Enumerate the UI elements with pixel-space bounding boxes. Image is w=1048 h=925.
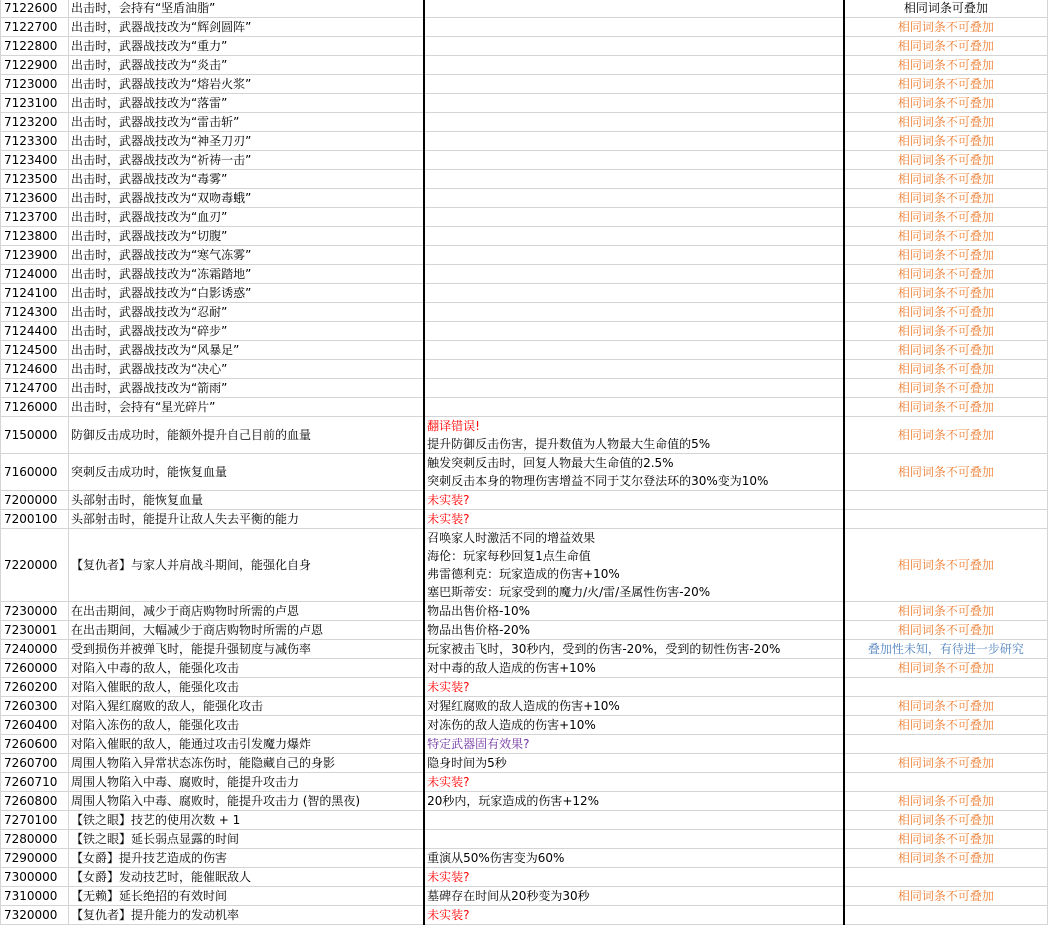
cell-id[interactable]: 7123000 bbox=[1, 75, 69, 94]
cell-description[interactable]: 【复仇者】提升能力的发动机率 bbox=[68, 906, 424, 925]
cell-stackability[interactable]: 相同词条不可叠加 bbox=[844, 754, 1048, 773]
cell-description[interactable]: 出击时，武器战技改为“风暴足” bbox=[68, 341, 424, 360]
cell-description[interactable]: 周围人物陷入中毒、腐败时，能提升攻击力 (智的黑夜) bbox=[68, 792, 424, 811]
note-line: 未实装? bbox=[427, 512, 470, 526]
cell-id[interactable]: 7290000 bbox=[1, 849, 69, 868]
note-line: 未实装? bbox=[427, 908, 470, 922]
cell-description[interactable]: 出击时，武器战技改为“碎步” bbox=[68, 322, 424, 341]
cell-description[interactable]: 对陷入催眠的敌人，能强化攻击 bbox=[68, 678, 424, 697]
cell-description[interactable]: 出击时，武器战技改为“箭雨” bbox=[68, 379, 424, 398]
cell-stackability[interactable]: 相同词条不可叠加 bbox=[844, 697, 1048, 716]
cell-description[interactable]: 出击时，武器战技改为“冻霜踏地” bbox=[68, 265, 424, 284]
cell-description[interactable]: 周围人物陷入异常状态冻伤时，能隐藏自己的身影 bbox=[68, 754, 424, 773]
note-line: 对中毒的敌人造成的伤害+10% bbox=[427, 661, 596, 675]
table-row bbox=[1, 697, 1048, 716]
cell-stackability[interactable]: 相同词条不可叠加 bbox=[844, 529, 1048, 602]
note-line: 突刺反击本身的物理伤害增益不同于艾尔登法环的30%变为10% bbox=[427, 474, 769, 488]
cell-description[interactable]: 出击时，武器战技改为“忍耐” bbox=[68, 303, 424, 322]
cell-stackability[interactable]: 相同词条不可叠加 bbox=[844, 417, 1048, 454]
table-row bbox=[1, 621, 1048, 640]
table-row bbox=[1, 602, 1048, 621]
cell-note[interactable] bbox=[424, 811, 844, 830]
cell-id[interactable]: 7123700 bbox=[1, 208, 69, 227]
cell-id[interactable]: 7300000 bbox=[1, 868, 69, 887]
cell-description[interactable]: 受到损伤并被弹飞时，能提升强韧度与减伤率 bbox=[68, 640, 424, 659]
table-row bbox=[1, 417, 1048, 454]
cell-note[interactable] bbox=[424, 246, 844, 265]
table-row bbox=[1, 132, 1048, 151]
cell-description[interactable]: 突刺反击成功时，能恢复血量 bbox=[68, 454, 424, 491]
cell-stackability[interactable]: 相同词条不可叠加 bbox=[844, 792, 1048, 811]
cell-description[interactable]: 对陷入中毒的敌人，能强化攻击 bbox=[68, 659, 424, 678]
table-row bbox=[1, 868, 1048, 887]
cell-id[interactable]: 7150000 bbox=[1, 417, 69, 454]
cell-stackability[interactable]: 相同词条不可叠加 bbox=[844, 151, 1048, 170]
cell-note[interactable] bbox=[424, 602, 844, 621]
note-line: 弗雷德利克：玩家造成的伤害+10% bbox=[427, 567, 620, 581]
cell-note[interactable] bbox=[424, 208, 844, 227]
cell-description[interactable]: 出击时，武器战技改为“重力” bbox=[68, 37, 424, 56]
cell-stackability[interactable]: 相同词条不可叠加 bbox=[844, 811, 1048, 830]
cell-id[interactable]: 7124400 bbox=[1, 322, 69, 341]
cell-stackability[interactable] bbox=[844, 735, 1048, 754]
cell-description[interactable]: 对陷入催眠的敌人，能通过攻击引发魔力爆炸 bbox=[68, 735, 424, 754]
cell-id[interactable]: 7260200 bbox=[1, 678, 69, 697]
cell-description[interactable]: 出击时，武器战技改为“神圣刀刃” bbox=[68, 132, 424, 151]
cell-description[interactable]: 出击时，会持有“坚盾油脂” bbox=[68, 0, 424, 18]
table-row bbox=[1, 113, 1048, 132]
cell-stackability[interactable]: 相同词条不可叠加 bbox=[844, 341, 1048, 360]
cell-id[interactable]: 7123300 bbox=[1, 132, 69, 151]
cell-id[interactable]: 7124000 bbox=[1, 265, 69, 284]
cell-id[interactable]: 7124700 bbox=[1, 379, 69, 398]
note-line: 重演从50%伤害变为60% bbox=[427, 851, 565, 865]
cell-stackability[interactable]: 相同词条不可叠加 bbox=[844, 246, 1048, 265]
cell-note[interactable] bbox=[424, 716, 844, 735]
cell-note[interactable] bbox=[424, 170, 844, 189]
cell-stackability[interactable] bbox=[844, 510, 1048, 529]
cell-id[interactable]: 7320000 bbox=[1, 906, 69, 925]
note-line: 未实装? bbox=[427, 680, 470, 694]
cell-stackability[interactable]: 相同词条不可叠加 bbox=[844, 37, 1048, 56]
cell-id[interactable]: 7123900 bbox=[1, 246, 69, 265]
note-line: 召唤家人时激活不同的增益效果 bbox=[427, 531, 596, 545]
cell-description[interactable]: 【女爵】发动技艺时，能催眠敌人 bbox=[68, 868, 424, 887]
cell-description[interactable]: 在出击期间，减少于商店购物时所需的卢恩 bbox=[68, 602, 424, 621]
cell-description[interactable]: 出击时，武器战技改为“毒雾” bbox=[68, 170, 424, 189]
table-row bbox=[1, 170, 1048, 189]
cell-note[interactable] bbox=[424, 322, 844, 341]
cell-id[interactable]: 7124100 bbox=[1, 284, 69, 303]
cell-note[interactable] bbox=[424, 640, 844, 659]
note-line: 对冻伤的敌人造成的伤害+10% bbox=[427, 718, 596, 732]
cell-note[interactable] bbox=[424, 75, 844, 94]
table-row bbox=[1, 322, 1048, 341]
cell-note[interactable] bbox=[424, 341, 844, 360]
cell-note[interactable] bbox=[424, 887, 844, 906]
cell-note[interactable] bbox=[424, 113, 844, 132]
cell-stackability[interactable]: 相同词条不可叠加 bbox=[844, 659, 1048, 678]
cell-stackability[interactable] bbox=[844, 678, 1048, 697]
note-line: 玩家被击飞时，30秒内，受到的伤害-20%，受到的韧性伤害-20% bbox=[427, 642, 781, 656]
cell-description[interactable]: 出击时，会持有“星光碎片” bbox=[68, 398, 424, 417]
cell-stackability[interactable] bbox=[844, 868, 1048, 887]
cell-description[interactable]: 【复仇者】与家人并肩战斗期间，能强化自身 bbox=[68, 529, 424, 602]
cell-description[interactable]: 出击时，武器战技改为“白影诱惑” bbox=[68, 284, 424, 303]
cell-stackability[interactable] bbox=[844, 906, 1048, 925]
cell-note[interactable] bbox=[424, 303, 844, 322]
table-row bbox=[1, 529, 1048, 602]
cell-stackability[interactable]: 相同词条不可叠加 bbox=[844, 94, 1048, 113]
cell-stackability[interactable]: 相同词条不可叠加 bbox=[844, 132, 1048, 151]
table-row bbox=[1, 151, 1048, 170]
cell-note[interactable] bbox=[424, 18, 844, 37]
table-row bbox=[1, 735, 1048, 754]
cell-note[interactable] bbox=[424, 678, 844, 697]
table-row bbox=[1, 360, 1048, 379]
table-row bbox=[1, 830, 1048, 849]
cell-id[interactable]: 7260710 bbox=[1, 773, 69, 792]
table-row bbox=[1, 887, 1048, 906]
cell-stackability[interactable]: 相同词条不可叠加 bbox=[844, 716, 1048, 735]
table-row bbox=[1, 491, 1048, 510]
cell-note[interactable] bbox=[424, 830, 844, 849]
cell-stackability[interactable]: 相同词条不可叠加 bbox=[844, 303, 1048, 322]
cell-note[interactable] bbox=[424, 491, 844, 510]
cell-stackability[interactable]: 相同词条不可叠加 bbox=[844, 75, 1048, 94]
cell-note[interactable] bbox=[424, 265, 844, 284]
table-row bbox=[1, 0, 1048, 18]
table-row bbox=[1, 398, 1048, 417]
table-row bbox=[1, 94, 1048, 113]
cell-id[interactable]: 7123800 bbox=[1, 227, 69, 246]
cell-stackability[interactable]: 相同词条不可叠加 bbox=[844, 284, 1048, 303]
cell-stackability[interactable]: 相同词条不可叠加 bbox=[844, 887, 1048, 906]
cell-stackability[interactable]: 相同词条不可叠加 bbox=[844, 830, 1048, 849]
cell-id[interactable]: 7280000 bbox=[1, 830, 69, 849]
cell-stackability[interactable] bbox=[844, 491, 1048, 510]
cell-note[interactable] bbox=[424, 621, 844, 640]
cell-note[interactable] bbox=[424, 360, 844, 379]
table-row bbox=[1, 510, 1048, 529]
cell-description[interactable]: 周围人物陷入中毒、腐败时，能提升攻击力 bbox=[68, 773, 424, 792]
note-line: 未实装? bbox=[427, 493, 470, 507]
cell-id[interactable]: 7240000 bbox=[1, 640, 69, 659]
cell-description[interactable]: 出击时，武器战技改为“切腹” bbox=[68, 227, 424, 246]
note-line: 对猩红腐败的敌人造成的伤害+10% bbox=[427, 699, 620, 713]
table-row bbox=[1, 265, 1048, 284]
table-row bbox=[1, 811, 1048, 830]
table-row bbox=[1, 678, 1048, 697]
cell-description[interactable]: 出击时，武器战技改为“双吻毒蛾” bbox=[68, 189, 424, 208]
cell-id[interactable]: 7160000 bbox=[1, 454, 69, 491]
table-row bbox=[1, 640, 1048, 659]
cell-note[interactable] bbox=[424, 454, 844, 491]
table-row bbox=[1, 849, 1048, 868]
cell-id[interactable]: 7122600 bbox=[1, 0, 69, 18]
cell-description[interactable]: 防御反击成功时，能额外提升自己目前的血量 bbox=[68, 417, 424, 454]
cell-description[interactable]: 【铁之眼】延长弱点显露的时间 bbox=[68, 830, 424, 849]
cell-id[interactable]: 7122900 bbox=[1, 56, 69, 75]
table-row bbox=[1, 227, 1048, 246]
cell-description[interactable]: 头部射击时，能提升让敌人失去平衡的能力 bbox=[68, 510, 424, 529]
cell-description[interactable]: 【女爵】提升技艺造成的伤害 bbox=[68, 849, 424, 868]
cell-note[interactable] bbox=[424, 37, 844, 56]
cell-id[interactable]: 7124500 bbox=[1, 341, 69, 360]
cell-note[interactable] bbox=[424, 417, 844, 454]
cell-note[interactable] bbox=[424, 56, 844, 75]
cell-id[interactable]: 7310000 bbox=[1, 887, 69, 906]
cell-note[interactable] bbox=[424, 284, 844, 303]
cell-id[interactable]: 7123500 bbox=[1, 170, 69, 189]
cell-id[interactable]: 7124600 bbox=[1, 360, 69, 379]
cell-id[interactable]: 7123100 bbox=[1, 94, 69, 113]
cell-note[interactable] bbox=[424, 773, 844, 792]
cell-description[interactable]: 出击时，武器战技改为“雷击斩” bbox=[68, 113, 424, 132]
cell-note[interactable] bbox=[424, 94, 844, 113]
cell-note[interactable] bbox=[424, 792, 844, 811]
table-row bbox=[1, 246, 1048, 265]
cell-id[interactable]: 7260400 bbox=[1, 716, 69, 735]
cell-id[interactable]: 7260700 bbox=[1, 754, 69, 773]
cell-description[interactable]: 出击时，武器战技改为“炎击” bbox=[68, 56, 424, 75]
cell-description[interactable]: 出击时，武器战技改为“血刃” bbox=[68, 208, 424, 227]
cell-description[interactable]: 出击时，武器战技改为“决心” bbox=[68, 360, 424, 379]
cell-stackability[interactable]: 相同词条不可叠加 bbox=[844, 189, 1048, 208]
cell-stackability[interactable]: 相同词条不可叠加 bbox=[844, 322, 1048, 341]
cell-stackability[interactable]: 相同词条不可叠加 bbox=[844, 849, 1048, 868]
table-row bbox=[1, 454, 1048, 491]
table-row bbox=[1, 792, 1048, 811]
cell-stackability[interactable]: 相同词条不可叠加 bbox=[844, 360, 1048, 379]
cell-stackability[interactable]: 相同词条不可叠加 bbox=[844, 379, 1048, 398]
cell-description[interactable]: 【铁之眼】技艺的使用次数 + 1 bbox=[68, 811, 424, 830]
cell-id[interactable]: 7230000 bbox=[1, 602, 69, 621]
note-line: 墓碑存在时间从20秒变为30秒 bbox=[427, 889, 590, 903]
cell-stackability[interactable]: 相同词条不可叠加 bbox=[844, 227, 1048, 246]
cell-note[interactable] bbox=[424, 849, 844, 868]
cell-id[interactable]: 7200100 bbox=[1, 510, 69, 529]
cell-id[interactable]: 7200000 bbox=[1, 491, 69, 510]
cell-stackability[interactable]: 相同词条不可叠加 bbox=[844, 621, 1048, 640]
cell-id[interactable]: 7123400 bbox=[1, 151, 69, 170]
cell-id[interactable]: 7230001 bbox=[1, 621, 69, 640]
cell-id[interactable]: 7126000 bbox=[1, 398, 69, 417]
cell-id[interactable]: 7123600 bbox=[1, 189, 69, 208]
cell-note[interactable] bbox=[424, 132, 844, 151]
cell-description[interactable]: 对陷入猩红腐败的敌人，能强化攻击 bbox=[68, 697, 424, 716]
cell-id[interactable]: 7123200 bbox=[1, 113, 69, 132]
table-row bbox=[1, 303, 1048, 322]
note-line: 20秒内，玩家造成的伤害+12% bbox=[427, 794, 600, 808]
table-row bbox=[1, 37, 1048, 56]
note-line: 物品出售价格-10% bbox=[427, 604, 531, 618]
cell-note[interactable] bbox=[424, 529, 844, 602]
note-line: 翻译错误! bbox=[427, 419, 480, 433]
cell-note[interactable] bbox=[424, 754, 844, 773]
cell-description[interactable]: 对陷入冻伤的敌人，能强化攻击 bbox=[68, 716, 424, 735]
cell-id[interactable]: 7260600 bbox=[1, 735, 69, 754]
cell-note[interactable] bbox=[424, 906, 844, 925]
cell-id[interactable]: 7260800 bbox=[1, 792, 69, 811]
cell-note[interactable] bbox=[424, 697, 844, 716]
table-body bbox=[1, 0, 1048, 925]
cell-stackability[interactable]: 相同词条不可叠加 bbox=[844, 398, 1048, 417]
cell-note[interactable] bbox=[424, 510, 844, 529]
cell-note[interactable] bbox=[424, 189, 844, 208]
cell-stackability[interactable]: 相同词条不可叠加 bbox=[844, 454, 1048, 491]
cell-description[interactable]: 出击时，武器战技改为“寒气冻雾” bbox=[68, 246, 424, 265]
cell-description[interactable]: 在出击期间，大幅减少于商店购物时所需的卢恩 bbox=[68, 621, 424, 640]
cell-id[interactable]: 7260300 bbox=[1, 697, 69, 716]
table-row bbox=[1, 75, 1048, 94]
cell-stackability[interactable]: 叠加性未知，有待进一步研究 bbox=[844, 640, 1048, 659]
note-line: 海伦：玩家每秒回复1点生命值 bbox=[427, 549, 591, 563]
cell-stackability[interactable]: 相同词条不可叠加 bbox=[844, 208, 1048, 227]
table-row bbox=[1, 56, 1048, 75]
cell-description[interactable]: 出击时，武器战技改为“落雷” bbox=[68, 94, 424, 113]
table-row bbox=[1, 208, 1048, 227]
cell-note[interactable] bbox=[424, 379, 844, 398]
cell-stackability[interactable]: 相同词条不可叠加 bbox=[844, 602, 1048, 621]
cell-id[interactable]: 7122800 bbox=[1, 37, 69, 56]
cell-stackability[interactable]: 相同词条不可叠加 bbox=[844, 56, 1048, 75]
cell-id[interactable]: 7260000 bbox=[1, 659, 69, 678]
cell-stackability[interactable]: 相同词条可叠加 bbox=[844, 0, 1048, 18]
table-row bbox=[1, 379, 1048, 398]
note-line: 物品出售价格-20% bbox=[427, 623, 531, 637]
note-line: 塞巴斯蒂安：玩家受到的魔力/火/雷/圣属性伤害-20% bbox=[427, 585, 711, 599]
table-row bbox=[1, 189, 1048, 208]
cell-stackability[interactable]: 相同词条不可叠加 bbox=[844, 170, 1048, 189]
cell-stackability[interactable]: 相同词条不可叠加 bbox=[844, 113, 1048, 132]
cell-note[interactable] bbox=[424, 227, 844, 246]
cell-description[interactable]: 出击时，武器战技改为“熔岩火浆” bbox=[68, 75, 424, 94]
note-line: 隐身时间为5秒 bbox=[427, 756, 507, 770]
cell-id[interactable]: 7270100 bbox=[1, 811, 69, 830]
cell-description[interactable]: 头部射击时，能恢复血量 bbox=[68, 491, 424, 510]
cell-stackability[interactable]: 相同词条不可叠加 bbox=[844, 265, 1048, 284]
note-line: 提升防御反击伤害，提升数值为人物最大生命值的5% bbox=[427, 437, 711, 451]
cell-note[interactable] bbox=[424, 0, 844, 18]
table-row bbox=[1, 284, 1048, 303]
table-row bbox=[1, 659, 1048, 678]
cell-note[interactable] bbox=[424, 659, 844, 678]
cell-stackability[interactable]: 相同词条不可叠加 bbox=[844, 18, 1048, 37]
cell-description[interactable]: 【无赖】延长绝招的有效时间 bbox=[68, 887, 424, 906]
table-row bbox=[1, 754, 1048, 773]
table-row bbox=[1, 906, 1048, 925]
cell-id[interactable]: 7124300 bbox=[1, 303, 69, 322]
cell-stackability[interactable] bbox=[844, 773, 1048, 792]
cell-note[interactable] bbox=[424, 398, 844, 417]
table-row bbox=[1, 341, 1048, 360]
table-row bbox=[1, 773, 1048, 792]
note-line: 未实装? bbox=[427, 870, 470, 884]
table-row bbox=[1, 18, 1048, 37]
cell-note[interactable] bbox=[424, 151, 844, 170]
note-line: 未实装? bbox=[427, 775, 470, 789]
cell-description[interactable]: 出击时，武器战技改为“辉剑圆阵” bbox=[68, 18, 424, 37]
table-row bbox=[1, 716, 1048, 735]
cell-id[interactable]: 7122700 bbox=[1, 18, 69, 37]
cell-description[interactable]: 出击时，武器战技改为“祈祷一击” bbox=[68, 151, 424, 170]
note-line: 特定武器固有效果? bbox=[427, 737, 530, 751]
cell-note[interactable] bbox=[424, 868, 844, 887]
cell-note[interactable] bbox=[424, 735, 844, 754]
note-line: 触发突刺反击时，回复人物最大生命值的2.5% bbox=[427, 456, 674, 470]
cell-id[interactable]: 7220000 bbox=[1, 529, 69, 602]
